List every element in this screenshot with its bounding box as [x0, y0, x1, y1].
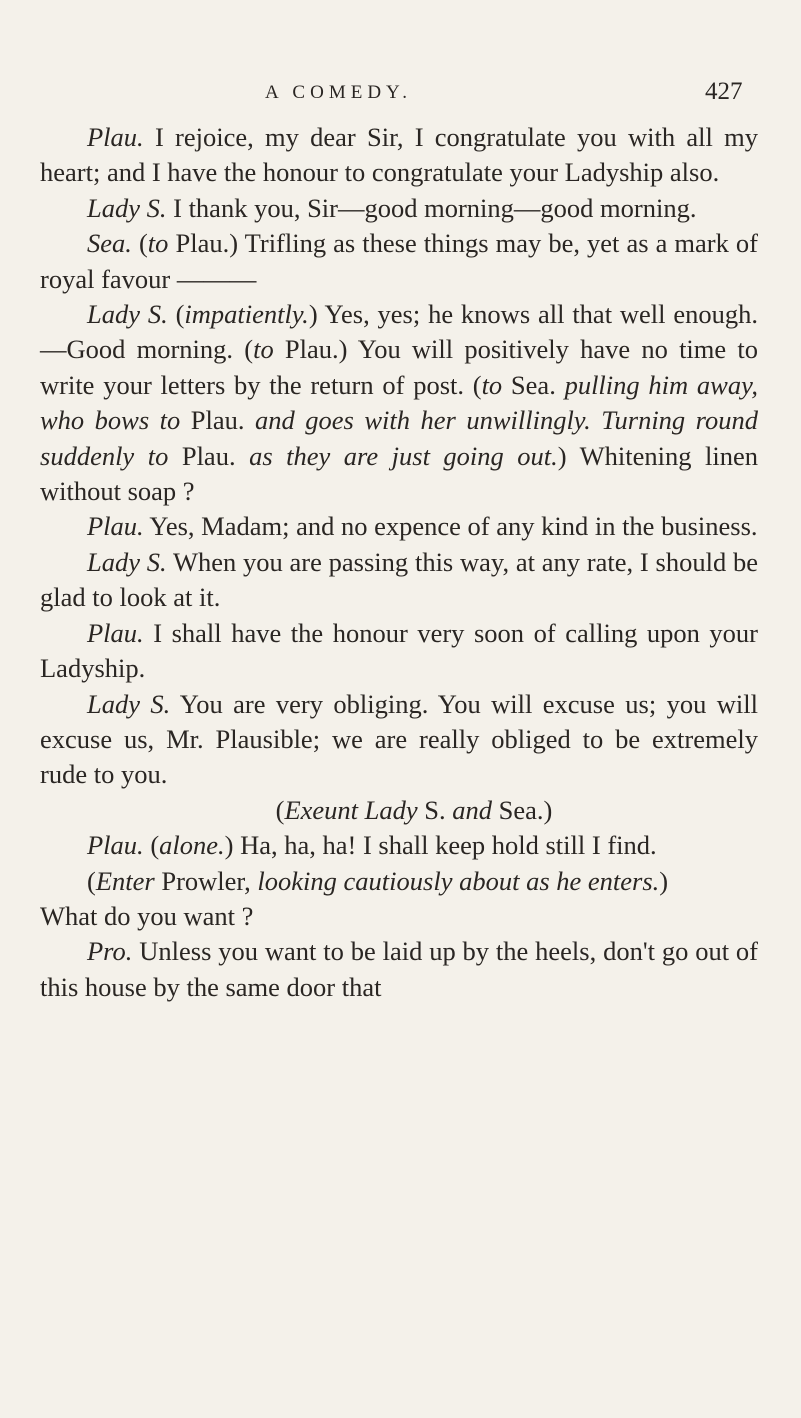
speaker-name: Lady S.	[87, 546, 167, 577]
running-title: A COMEDY.	[265, 82, 413, 103]
speech-text: What do you want ?	[40, 900, 254, 931]
speech-prowler-1	[40, 934, 758, 1005]
speech-text: Unless you want to be laid up by the heels, don't go out of this house by the same door that	[40, 936, 758, 1002]
character-name: Plau.)	[273, 334, 348, 365]
paren-open: (	[143, 830, 160, 861]
speech-text: Yes, Madam; and no expence of any kind in the business.	[143, 511, 758, 542]
speech-text: Yes, yes; he knows all that well enough.—Good morning. (	[40, 299, 759, 365]
speech-plausible-4	[40, 828, 758, 863]
character-name: Plau.	[168, 440, 236, 471]
speech-text: When you are passing this way, at any rate, I should be glad to look at it.	[40, 546, 758, 613]
stage-direction-enter	[40, 864, 758, 899]
character-name: Prowler,	[154, 865, 251, 896]
stage-direction: pulling him away, who bows to	[40, 369, 758, 436]
speech-sea-1	[40, 226, 758, 297]
stage-direction: to	[481, 369, 503, 400]
speech-text: You will positively have no time to write your letters by the return of post. (	[40, 334, 758, 400]
stage-direction: to	[253, 334, 274, 365]
stage-direction: Enter	[95, 865, 155, 896]
speaker-name: Lady S.	[87, 192, 167, 223]
speaker-name: Lady S.	[87, 688, 171, 719]
speech-text: Trifling as these things may be, yet as a mark of royal favour ———	[40, 228, 759, 294]
character-name: Plau.)	[168, 228, 239, 259]
paren-close: )	[224, 830, 234, 861]
speech-text: I thank you, Sir—good morning—good morning.	[166, 192, 697, 223]
stage-direction: alone.	[159, 830, 225, 861]
stage-direction: and goes with her unwillingly. Turning round suddenly to	[40, 405, 759, 471]
speech-lady-s-1	[40, 191, 758, 226]
paren-open: (	[87, 865, 96, 896]
character-name: Sea.)	[492, 794, 553, 825]
paren-close: )	[659, 865, 669, 896]
character-name: S.	[417, 794, 446, 825]
stage-direction: as they are just going out.	[235, 440, 558, 471]
speaker-name: Sea.	[87, 228, 132, 259]
speech-lady-s-2	[40, 297, 758, 509]
speech-plausible-2	[40, 509, 758, 544]
stage-direction: to	[147, 228, 169, 259]
speech-text: I rejoice, my dear Sir, I congratulate you with all my heart; and I have the honour to congratulate your Ladyship also.	[40, 122, 758, 188]
speaker-name: Plau.	[87, 617, 144, 648]
paren-close: )	[557, 440, 567, 471]
running-head	[0, 80, 801, 116]
page-number: 427	[705, 78, 743, 105]
speech-text: I shall have the honour very soon of calling upon your Ladyship.	[40, 617, 758, 684]
play-text	[40, 120, 758, 1005]
speech-lady-s-3	[40, 545, 758, 616]
stage-direction: impatiently.	[184, 299, 309, 330]
paren-close: )	[308, 299, 318, 330]
speaker-name: Plau.	[87, 511, 144, 542]
speech-plausible-3	[40, 616, 758, 687]
speech-plausible-1	[40, 120, 758, 191]
stage-direction-exeunt	[40, 793, 758, 828]
character-name: Plau.	[180, 405, 245, 436]
speaker-name: Lady S.	[87, 299, 168, 330]
stage-direction: and	[445, 794, 493, 825]
paren-open: (	[167, 299, 185, 330]
stage-direction: Exeunt Lady	[284, 794, 418, 825]
stage-direction: looking cautiously about as he enters.	[250, 865, 660, 896]
speech-text: You are very obliging. You will excuse us; you will excuse us, Mr. Plausible; we are really obliged to be extremely rude to you.	[40, 688, 759, 790]
speech-plausible-5	[40, 899, 758, 934]
paren-open: (	[275, 794, 285, 825]
speech-lady-s-4	[40, 687, 758, 793]
speaker-name: Plau.	[87, 122, 144, 152]
speech-text: Ha, ha, ha! I shall keep hold still I find.	[233, 830, 657, 861]
character-name: Sea.	[502, 369, 556, 400]
speech-text: Whitening linen without soap ?	[40, 440, 759, 507]
speaker-name: Pro.	[87, 936, 133, 967]
paren-open: (	[131, 228, 148, 259]
speaker-name: Plau.	[87, 830, 144, 861]
